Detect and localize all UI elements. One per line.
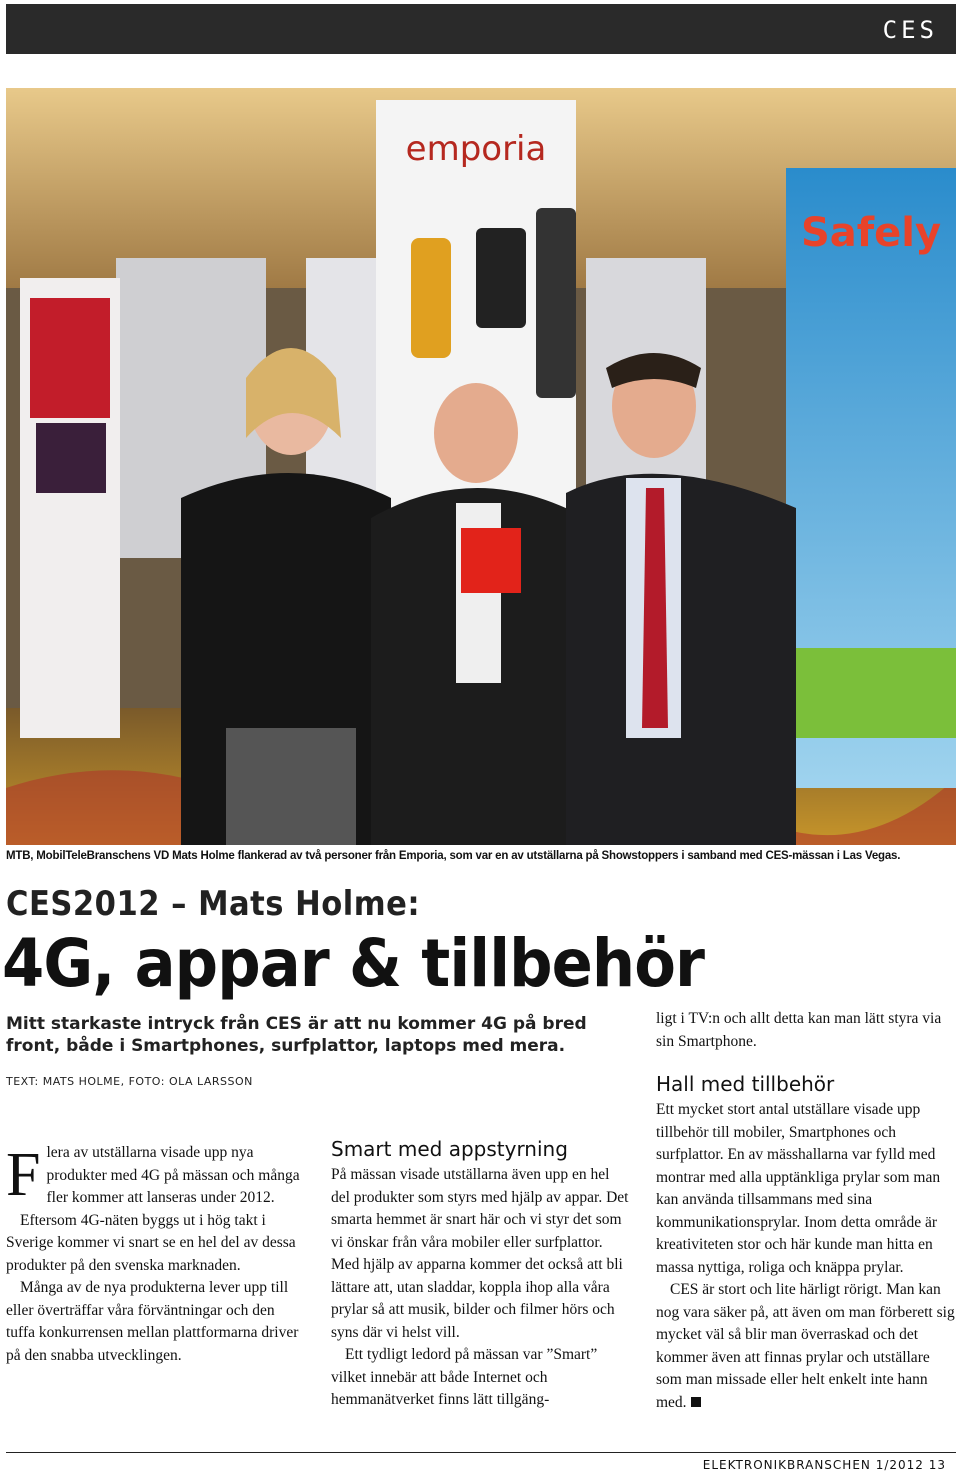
paragraph: ligt i TV:n och allt detta kan man lätt styra via sin Smartphone. [656,1010,942,1050]
subheading-smart: Smart med appstyrning [331,1137,568,1161]
photo-caption: MTB, MobilTeleBranschens VD Mats Holme flankerad av två personer från Emporia, som var en av utställarna på Showstoppers i samband med CES-mässan i Las Vegas. [6,850,901,862]
column-1 [6,1142,304,1367]
section-title: CES [882,16,938,44]
paragraph-text: CES är stort och lite härligt rörigt. Man kan nog vara säker på, att även om man förberett sig mycket väl så blir man överraskad och det kommer även att finnas prylar och utställare som man missade eller helt enkelt inte hann med. [656,1281,955,1411]
page-footer: ELEKTRONIKBRANSCHEN 1/2012 13 [702,1458,946,1472]
article-photo [6,88,956,845]
article-lead: Mitt starkaste intryck från CES är att nu kommer 4G på bred front, både i Smartphones, surfplattor, laptops med mera. [6,1014,587,1056]
section-header-bar [6,4,956,54]
safely-banner-text: Safely [800,210,942,256]
drop-cap: F [6,1141,41,1209]
paragraph: Ett mycket stort antal utställare visade upp tillbehör till mobiler, Smartphones och surfplattor. En av mässhallarna var fylld med montrar med alla upptänkliga prylar som man kan använda tillsammans med sina kommunikationsprylar. Inom detta område är kreativiteten stor och här kunde man hitta en massa nyttiga, roliga och knäppa prylar. [656,1101,941,1276]
photo-illustration [6,88,956,845]
footer-rule [6,1452,956,1453]
article-kicker: CES2012 – Mats Holme: [6,884,421,924]
article-byline: TEXT: MATS HOLME, FOTO: OLA LARSSON [6,1075,253,1088]
paragraph: Ett tydligt ledord på mässan var ”Smart” vilket innebär att både Internet och hemmanätverket finns lätt tillgäng- [331,1346,598,1408]
column-2 [331,1136,631,1412]
article-headline: 4G, appar & tillbehör [2,925,705,1002]
column-3 [656,1008,956,1414]
emporia-banner-text: emporia [405,129,547,169]
paragraph: lera av utställarna visade upp nya produkter med 4G på mässan och många fler kommer att lanseras under 2012. [46,1144,300,1206]
paragraph: Många av de nya produkterna lever upp till eller överträffar våra förväntningar och den tuffa konkurrensen mellan plattformarna driver på den snabba utvecklingen. [6,1279,299,1364]
paragraph [656,1279,956,1414]
paragraph: På mässan visade utställarna även upp en hel del produkter som styrs med hjälp av appar. Det smarta hemmet är snart här och vi styr det som vi önskar från våra mobiler eller surfplattor. Med hjälp av apparna kommer det också att bli lättare att, utan sladdar, koppla ihop alla våra prylar så att musik, bilder och filmer hörs och syns där vi helst vill. [331,1166,629,1341]
paragraph: Eftersom 4G-näten byggs ut i hög takt i Sverige kommer vi snart se en hel del av dessa produkter på den svenska marknaden. [6,1211,296,1274]
end-mark-icon [691,1397,701,1407]
subheading-hall: Hall med tillbehör [656,1072,835,1096]
